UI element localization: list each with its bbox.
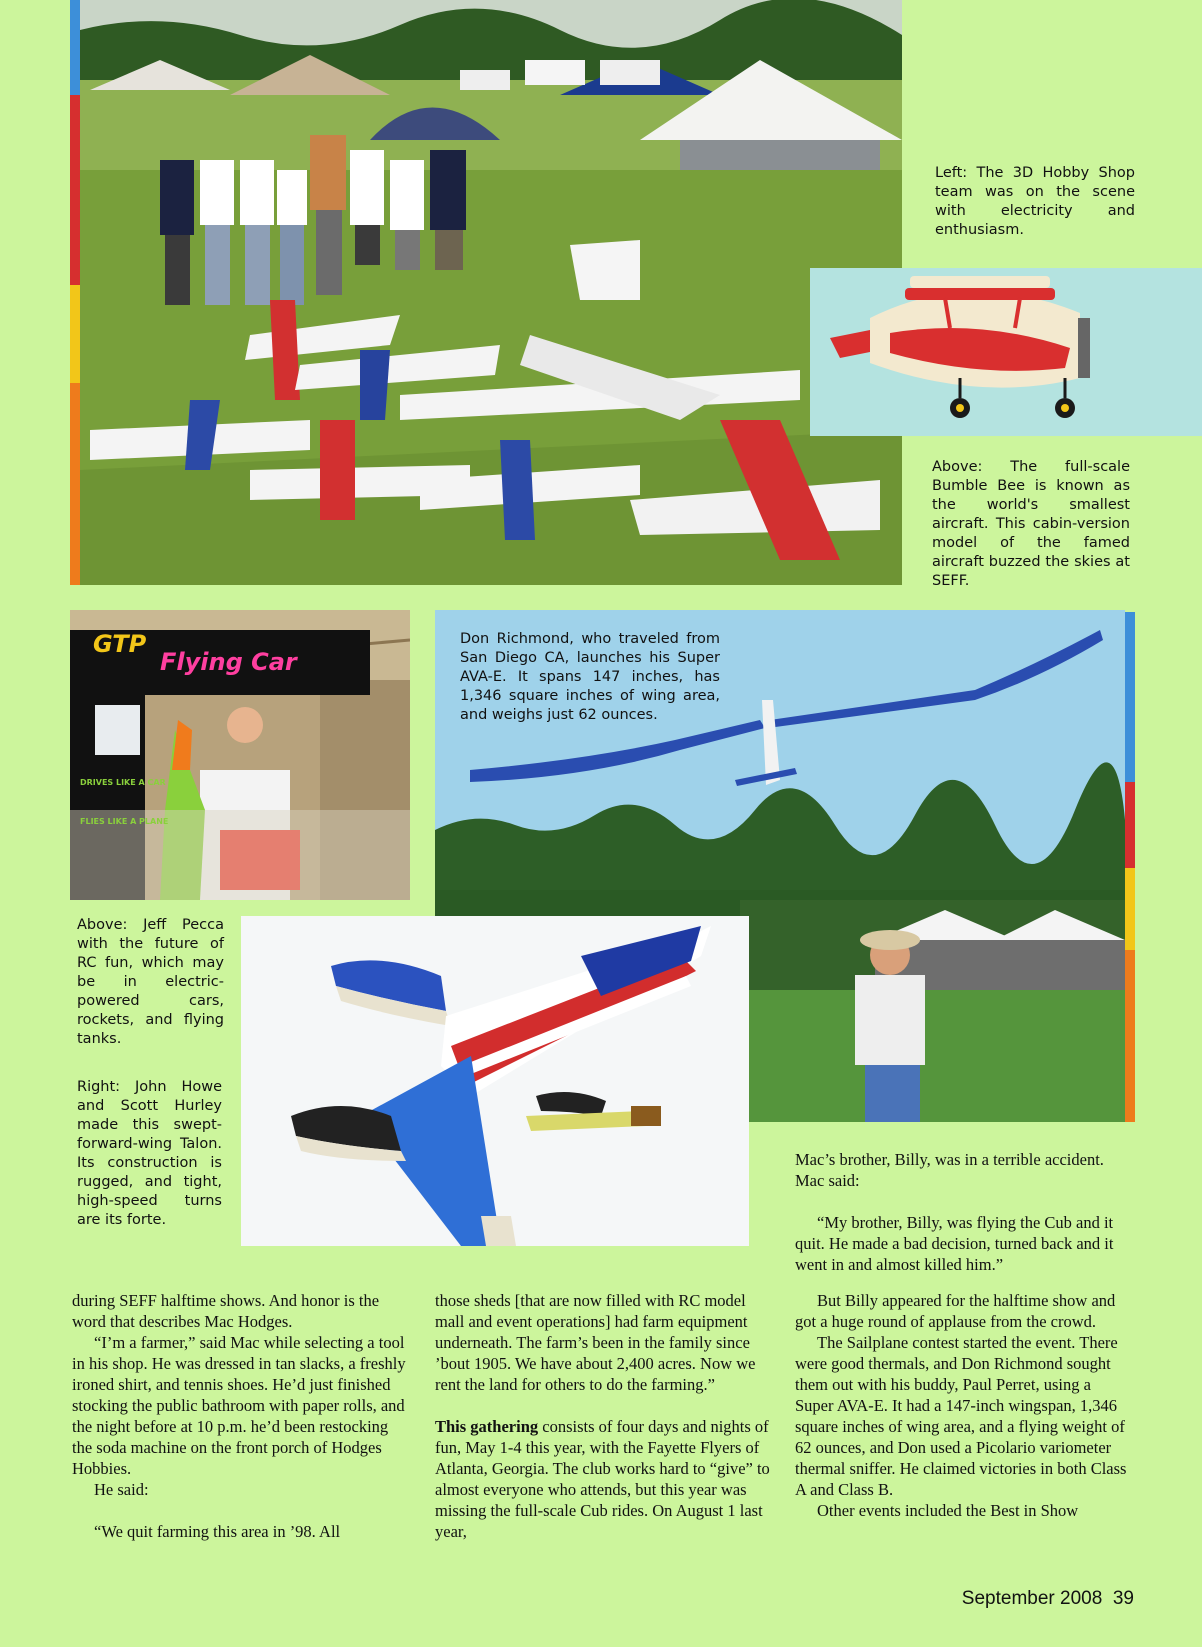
article-paragraph: “I’m a farmer,” said Mac while selecting a tool in his shop. He was dressed in tan slacks, a freshly ironed shirt, and tennis shoes. He’d just finished stocking the public bathroom with paper rolls, and the night before at 10 p.m. he’d been restocking the soda machine on the front porch of Hodges Hobbies. <box>72 1333 406 1478</box>
article-column-3-top <box>795 1149 1130 1275</box>
booth-sign-brand: GTP <box>93 630 147 658</box>
article-paragraph: Mac’s brother, Billy, was in a terrible accident. Mac said: <box>795 1150 1104 1190</box>
page-number: 39 <box>1112 1588 1134 1609</box>
article-lead-in-rest: consists of four days and nights of fun, May 1-4 this year, with the Fayette Flyers of Atlanta, Georgia. The club works hard to “give” to almost everyone who attends, but this year was missing the full-scale Cub rides. On August 1 last year, <box>435 1417 770 1541</box>
article-paragraph <box>435 1416 775 1542</box>
article-paragraph: those sheds [that are now filled with RC model mall and event operations] had farm equipment underneath. The farm’s been in the family since ’bout 1905. We have about 2,400 acres. Now we rent the land for others to do the farming.” <box>435 1291 756 1394</box>
article-lead-in: This gathering <box>435 1417 539 1436</box>
bumble-bee-caption: Above: The full-scale Bumble Bee is known as the world's smallest aircraft. This cabin-version model of the famed aircraft buzzed the skies at SEFF. <box>932 459 1130 589</box>
article-paragraph: But Billy appeared for the halftime show and got a huge round of applause from the crowd. <box>795 1291 1116 1331</box>
left-color-stripe-red <box>70 95 80 285</box>
article-paragraph: “My brother, Billy, was flying the Cub and it quit. He made a bad decision, turned back and it went in and almost killed him.” <box>795 1213 1114 1274</box>
booth-sign-line2: FLIES LIKE A PLANE <box>80 817 169 826</box>
left-color-stripe-orange <box>70 383 80 585</box>
article-paragraph: The Sailplane contest started the event. There were good thermals, and Don Richmond sought them out with his buddy, Paul Perret, using a Super AVA-E. It had a 147-inch wingspan, 1,346 square inches of wing area, and a flying weight of 62 ounces, and Don used a Picolario variometer thermal sniffer. He claimed victories in both Class A and Class B. <box>795 1333 1127 1499</box>
page-footer <box>962 1588 1134 1610</box>
talon-caption: Right: John Howe and Scott Hurley made this swept-forward-wing Talon. Its construction is rugged, and tight, high-speed turns are its forte. <box>77 1079 222 1228</box>
hobby-shop-team-photo <box>80 0 902 585</box>
talon-photo <box>241 916 749 1246</box>
article-paragraph: Other events included the Best in Show <box>817 1501 1079 1520</box>
issue-date: September 2008 <box>961 1588 1103 1609</box>
bumble-bee-photo <box>810 268 1202 436</box>
right-color-stripe-blue <box>1125 612 1135 782</box>
article-column-1 <box>72 1290 412 1542</box>
article-column-3 <box>795 1290 1130 1521</box>
right-color-stripe-orange <box>1125 950 1135 1122</box>
article-paragraph: He said: <box>94 1480 149 1499</box>
booth-sign-line1: DRIVES LIKE A CAR <box>80 778 166 787</box>
right-color-stripe-yellow <box>1125 868 1135 950</box>
left-color-stripe-blue <box>70 0 80 95</box>
hobby-shop-caption: Left: The 3D Hobby Shop team was on the scene with electricity and enthusiasm. <box>935 165 1135 238</box>
booth-sign <box>75 618 375 678</box>
article-paragraph: during SEFF halftime shows. And honor is the word that describes Mac Hodges. <box>72 1291 380 1331</box>
sailplane-caption: Don Richmond, who traveled from San Diego CA, launches his Super AVA-E. It spans 147 inches, has 1,346 square inches of wing area, and weighs just 62 ounces. <box>460 631 720 723</box>
right-color-stripe-red <box>1125 782 1135 868</box>
booth-sign-title: Flying Car <box>160 648 297 676</box>
left-color-stripe-yellow <box>70 285 80 383</box>
article-column-2 <box>435 1290 775 1542</box>
article-paragraph: “We quit farming this area in ’98. All <box>94 1522 341 1541</box>
jeff-pecca-caption: Above: Jeff Pecca with the future of RC fun, which may be in electric-powered cars, rockets, and flying tanks. <box>77 917 224 1047</box>
